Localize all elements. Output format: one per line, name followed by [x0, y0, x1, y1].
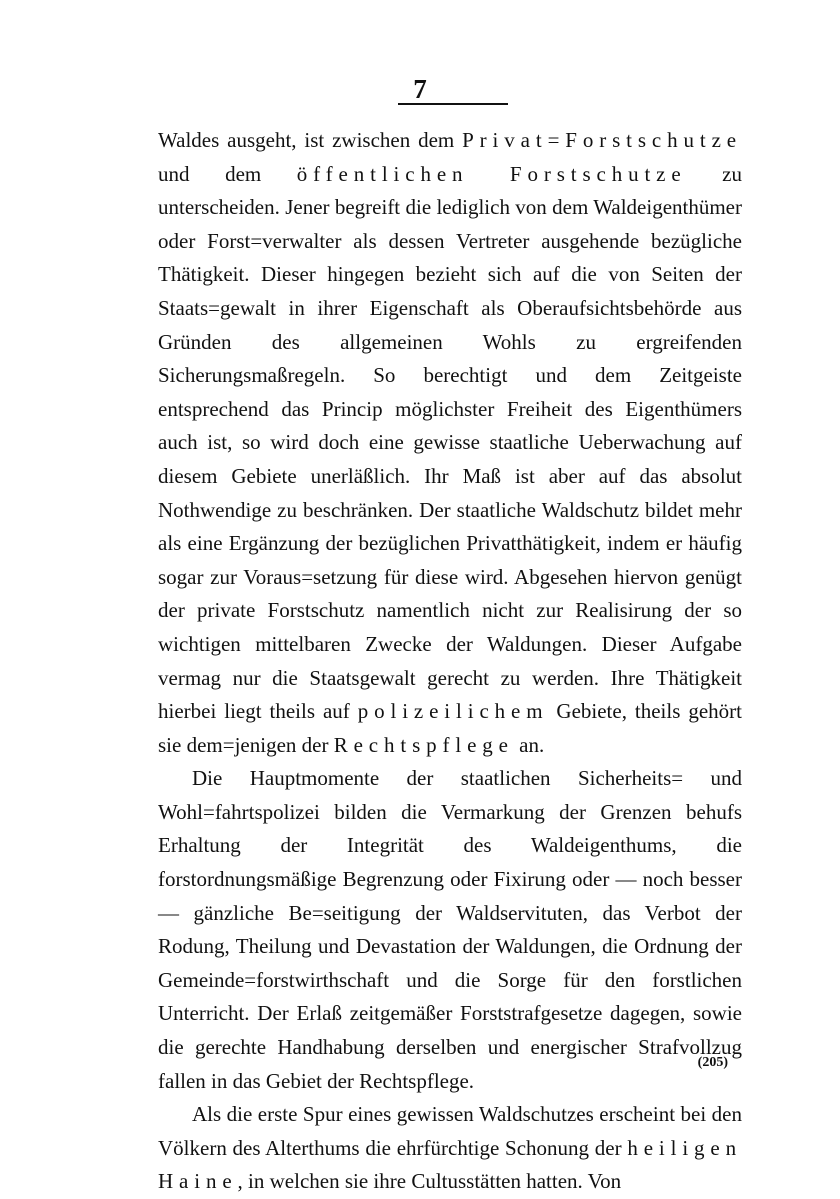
paragraph-1 [158, 124, 742, 762]
printer-signature: (205) [697, 1055, 728, 1070]
paragraph-3 [158, 1098, 742, 1199]
text-run: Waldes ausgeht, ist zwischen dem [158, 128, 463, 152]
paragraph-2 [158, 762, 742, 1098]
text-run: Die Hauptmomente der staatlichen Sicherheits= und Wohl=fahrtspolizei bilden die Vermarkung der Grenzen behufs Erhaltung der Integrität des Waldeigenthums, die forstordnungsmäßige Begrenzung oder Fixirung oder — noch besser — gänzliche Be=seitigung der Waldservituten, das Verbot der Rodung, Theilung und Devastation der Waldungen, die Ordnung der Gemeinde=forstwirthschaft und die Sorge für den forstlichen Unterricht. Der Erlaß zeitgemäßer Forststrafgesetze dagegen, sowie die gerechte Handhabung derselben und energischer Strafvollzug fallen in das Gebiet der Rechtspflege. [158, 766, 742, 1093]
spaced-term: Rechtspflege [333, 732, 514, 757]
text-run: , in welchen sie ihre Cultusstätten hatten. Von [237, 1169, 622, 1194]
text-run: zu unterscheiden. Jener begreift die lediglich von dem Waldeigenthümer oder Forst=verwalter als dessen Vertreter ausgehende bezügliche Thätigkeit. Dieser hingegen bezieht sich auf die von Seiten der Staats=gewalt in ihrer Eigenschaft als Oberaufsichtsbehörde aus Gründen des allgemeinen Wohls zu ergreifenden Sicherungsmaßregeln. So berechtigt und dem Zeitgeiste entsprechend das Princip möglichster Freiheit des Eigenthümers auch ist, so wird doch eine gewisse staatliche Ueberwachung auf diesem Gebiete unerläßlich. Ihr Maß ist aber auf das absolut Nothwendige zu beschränken. Der staatliche Waldschutz bildet mehr als eine Ergänzung der bezüglichen Privatthätigkeit, indem er häufig sogar zur Voraus=setzung für diese wird. Abgesehen hiervon genügt der private Forstschutz namentlich nicht zur Realisirung der so wichtigen mittelbaren Zwecke der Waldungen. Dieser Aufgabe vermag nur die Staatsgewalt gerecht zu werden. Ihre Thätigkeit hierbei liegt theils auf [158, 161, 742, 724]
text-run: Als die erste Spur eines gewissen Waldschutzes erscheint bei den Völkern des Alterthums die ehrfürchtige Schonung der [158, 1102, 742, 1160]
body-text [158, 124, 742, 1199]
header-rule [398, 103, 508, 105]
spaced-term: polizeilichem [357, 699, 549, 724]
spaced-term: heiligen Haine [158, 1135, 742, 1194]
spaced-term: öffentlichen Forstschutze [296, 161, 687, 186]
page-number: 7 [413, 74, 427, 104]
text-run: Gebiete, theils gehört sie dem=jenigen der [158, 699, 742, 757]
spaced-term: Privat=Forstschutze [462, 128, 742, 152]
text-run: an. [513, 732, 545, 757]
text-run: und dem [158, 161, 297, 186]
